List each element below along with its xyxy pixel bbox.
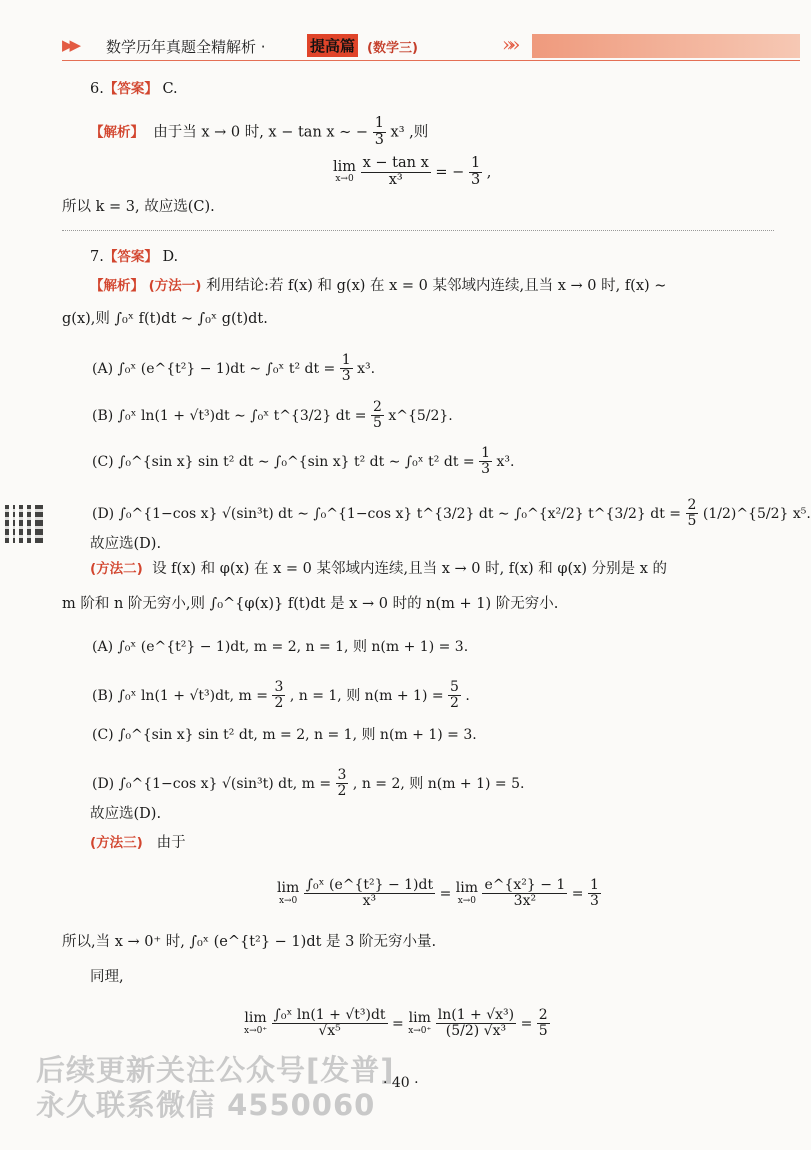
q7-m2-option-d: (D) ∫₀^{1−cos x} √(sin³t) dt, m = $\frac{3}{2}$ , n = 2, 则 n(m + 1) = 5. — [92, 767, 525, 800]
q7-method2-text: 设 f(x) 和 φ(x) 在 x = 0 某邻域内连续,且当 x → 0 时, f(x) 和 φ(x) 分别是 x 的 — [152, 561, 668, 577]
q7-method1-label: (方法一) — [148, 278, 202, 294]
question-separator — [62, 230, 774, 231]
q6-analysis-fraction: $\frac{1}{3}$ — [374, 115, 384, 148]
q6-analysis-tail: x³ ,则 — [390, 124, 429, 141]
q7-m3-limit-1: lim x→0 $\frac{\text{∫₀ˣ (e\textasciicircum{}\{t²\} − 1)dt}}{\text{x³}}$ = lim x→0 $\frac{\text{e\textasciicircum{}\{x²\} − 1}}{\text{3x²}}$ = $\frac{1}{3}$ — [277, 877, 599, 910]
q7-method2-text2: m 阶和 n 阶无穷小,则 ∫₀^{φ(x)} f(t)dt 是 x → 0 时的 n(m + 1) 阶无穷小. — [62, 596, 559, 612]
q7-method1-text2: g(x),则 ∫₀ˣ f(t)dt ∼ ∫₀ˣ g(t)dt. — [62, 311, 268, 327]
q7-answer-label: 【答案】 — [103, 249, 158, 265]
watermark-line-2: 永久联系微信 4550060 — [36, 1088, 376, 1122]
header-band — [532, 34, 800, 58]
q6-answer: C. — [162, 81, 178, 97]
qr-code-icon — [5, 505, 43, 543]
q7-method2-line — [90, 562, 667, 577]
q6-analysis-text: 由于当 x → 0 时, x − tan x ∼ − — [153, 124, 369, 141]
q7-answer-line — [90, 250, 178, 265]
header-highlight: 提高篇 — [307, 34, 358, 57]
header-subtitle: (数学三) — [367, 41, 418, 56]
q7-method1-line — [90, 279, 666, 294]
q7-m3-after: 所以,当 x → 0⁺ 时, ∫₀ˣ (e^{t²} − 1)dt 是 3 阶无穷小量. — [62, 934, 437, 950]
q7-method1-text: 利用结论:若 f(x) 和 g(x) 在 x = 0 某邻域内连续,且当 x → 0 时, f(x) ∼ — [206, 278, 667, 294]
header-arrow-icon: ▶▶ — [62, 36, 78, 54]
q7-m1-conclusion: 故应选(D). — [90, 536, 162, 552]
q6-rhs-fraction: $\frac{1}{3}$ — [470, 155, 481, 188]
q6-analysis-line — [90, 116, 428, 149]
page-header — [62, 34, 800, 58]
q6-answer-label: 【答案】 — [103, 81, 158, 97]
q7-number: 7. — [90, 249, 104, 265]
q6-answer-line — [90, 82, 178, 97]
q7-m1-option-c: (C) ∫₀^{sin x} sin t² dt ∼ ∫₀^{sin x} t² dt ∼ ∫₀ˣ t² dt = $\frac{1}{3}$ x³. — [92, 445, 515, 478]
q7-analysis-label: 【解析】 — [90, 278, 144, 294]
watermark-line-1: 后续更新关注公众号[发普] — [36, 1053, 395, 1087]
q7-m1-option-a: (A) ∫₀ˣ (e^{t²} − 1)dt ∼ ∫₀ˣ t² dt = $\frac{1}{3}$ x³. — [92, 352, 376, 385]
q7-answer: D. — [162, 249, 179, 265]
limit-operator: lim — [333, 158, 357, 175]
q7-m2-option-b: (B) ∫₀ˣ ln(1 + √t³)dt, m = $\frac{3}{2}$ , n = 1, 则 n(m + 1) = $\frac{5}{2}$ . — [92, 679, 470, 712]
q6-conclusion: 所以 k = 3, 故应选(C). — [62, 199, 215, 215]
q7-m2-conclusion: 故应选(D). — [90, 806, 162, 822]
q7-m1-option-d: (D) ∫₀^{1−cos x} √(sin³t) dt ∼ ∫₀^{1−cos x} t^{3/2} dt ∼ ∫₀^{x²/2} t^{3/2} dt = $\frac{2}{5}$ (1/2)^{5/2} x⁵. — [92, 497, 811, 530]
q6-analysis-label: 【解析】 — [90, 124, 144, 141]
q6-number: 6. — [90, 81, 104, 97]
q7-m3-limit-2: lim x→0⁺ $\frac{\text{∫₀ˣ ln(1 + √t³)dt}}{\text{√x⁵}}$ = lim x→0⁺ $\frac{\text{ln(1 + √x³)}}{\text{(5/2) √x³}}$ = $\frac{2}{5}$ — [244, 1007, 548, 1040]
q6-limit-formula: lim x→0 $\frac{\text{x − tan x}}{\text{x³}}$ = − $\frac{1}{3}$ , — [333, 155, 492, 188]
q7-m3-same: 同理, — [90, 969, 124, 985]
q7-m2-option-a: (A) ∫₀ˣ (e^{t²} − 1)dt, m = 2, n = 1, 则 n(m + 1) = 3. — [92, 639, 469, 655]
header-title: 数学历年真题全精解析 · — [106, 38, 266, 56]
header-divider — [62, 60, 800, 61]
page-number: · 40 · — [383, 1075, 419, 1091]
header-chevron-icon: »» — [502, 32, 515, 56]
q7-method3-label: (方法三) — [90, 835, 143, 851]
q7-m1-option-b: (B) ∫₀ˣ ln(1 + √t³)dt ∼ ∫₀ˣ t^{3/2} dt = $\frac{2}{5}$ x^{5/2}. — [92, 399, 453, 432]
q7-method2-label: (方法二) — [90, 561, 143, 577]
q6-limit-fraction: $\frac{\text{x − tan x}}{\text{x³}}$ — [362, 155, 429, 188]
q7-method3-line: (方法三) 由于 — [90, 835, 186, 851]
q7-m2-option-c: (C) ∫₀^{sin x} sin t² dt, m = 2, n = 1, 则 n(m + 1) = 3. — [92, 727, 477, 743]
